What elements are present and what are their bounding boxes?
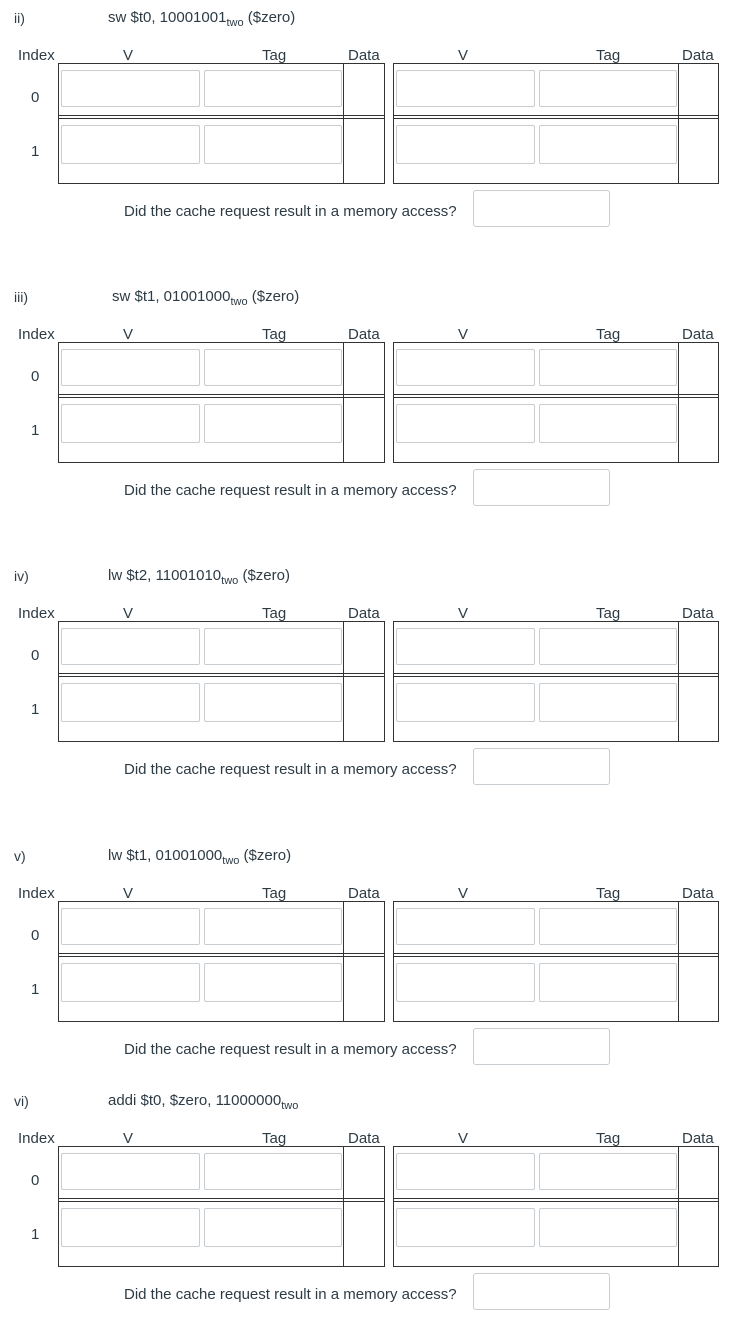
v-input[interactable]	[61, 963, 200, 1002]
index-header: Index	[18, 885, 55, 902]
v-input[interactable]	[61, 1208, 200, 1247]
v-input[interactable]	[396, 349, 535, 386]
v-header: V	[458, 885, 469, 902]
v-input[interactable]	[396, 70, 535, 107]
data-header: Data	[682, 47, 714, 64]
row-index: 1	[31, 143, 40, 160]
v-header: V	[123, 605, 134, 622]
tag-input[interactable]	[204, 404, 342, 443]
data-header: Data	[682, 885, 714, 902]
tag-input[interactable]	[539, 963, 677, 1002]
v-input[interactable]	[61, 125, 200, 164]
v-input[interactable]	[396, 125, 535, 164]
row-index: 1	[31, 1226, 40, 1243]
tag-header: Tag	[262, 1130, 287, 1147]
v-header: V	[458, 605, 469, 622]
tag-input[interactable]	[539, 349, 677, 386]
tag-header: Tag	[262, 885, 287, 902]
tag-header: Tag	[596, 326, 621, 343]
tag-input[interactable]	[204, 963, 342, 1002]
data-header: Data	[348, 47, 380, 64]
v-header: V	[123, 1130, 134, 1147]
v-input[interactable]	[396, 908, 535, 945]
cache-set-right	[393, 901, 719, 1022]
tag-input[interactable]	[204, 1153, 342, 1190]
row-index: 1	[31, 422, 40, 439]
tag-input[interactable]	[204, 683, 342, 722]
tag-input[interactable]	[539, 125, 677, 164]
tag-header: Tag	[596, 885, 621, 902]
memory-access-answer[interactable]	[473, 1273, 610, 1310]
tag-input[interactable]	[539, 404, 677, 443]
v-header: V	[123, 326, 134, 343]
row-index: 0	[31, 647, 40, 664]
cache-set-right	[393, 621, 719, 742]
v-header: V	[458, 326, 469, 343]
cache-set-right	[393, 63, 719, 184]
v-input[interactable]	[61, 349, 200, 386]
instruction: lw $t1, $01001000_{two}$ ($zero)	[108, 847, 292, 867]
row-index: 1	[31, 981, 40, 998]
row-index: 0	[31, 89, 40, 106]
cache-set-left	[58, 621, 385, 742]
v-header: V	[123, 47, 134, 64]
tag-input[interactable]	[539, 1208, 677, 1247]
problem-label: ii)	[14, 10, 25, 26]
v-header: V	[458, 47, 469, 64]
row-index: 1	[31, 701, 40, 718]
tag-input[interactable]	[539, 683, 677, 722]
tag-header: Tag	[262, 605, 287, 622]
v-input[interactable]	[396, 683, 535, 722]
data-header: Data	[348, 1130, 380, 1147]
v-input[interactable]	[61, 683, 200, 722]
index-header: Index	[18, 605, 55, 622]
problem-label: iii)	[14, 289, 28, 305]
tag-input[interactable]	[204, 349, 342, 386]
v-input[interactable]	[61, 628, 200, 665]
tag-header: Tag	[596, 1130, 621, 1147]
data-header: Data	[682, 326, 714, 343]
memory-access-question: Did the cache request result in a memory access?	[124, 203, 457, 220]
memory-access-question: Did the cache request result in a memory access?	[124, 1286, 457, 1303]
cache-set-right	[393, 342, 719, 463]
problem-label: vi)	[14, 1093, 29, 1109]
tag-header: Tag	[596, 605, 621, 622]
index-header: Index	[18, 47, 55, 64]
index-header: Index	[18, 1130, 55, 1147]
v-input[interactable]	[396, 1153, 535, 1190]
memory-access-answer[interactable]	[473, 748, 610, 785]
data-header: Data	[348, 885, 380, 902]
cache-set-right	[393, 1146, 719, 1267]
tag-header: Tag	[262, 47, 287, 64]
data-header: Data	[348, 326, 380, 343]
memory-access-question: Did the cache request result in a memory access?	[124, 1041, 457, 1058]
tag-input[interactable]	[539, 628, 677, 665]
v-input[interactable]	[61, 70, 200, 107]
v-input[interactable]	[396, 404, 535, 443]
row-index: 0	[31, 368, 40, 385]
row-index: 0	[31, 927, 40, 944]
data-header: Data	[682, 605, 714, 622]
tag-input[interactable]	[204, 125, 342, 164]
memory-access-answer[interactable]	[473, 469, 610, 506]
v-input[interactable]	[396, 1208, 535, 1247]
tag-input[interactable]	[204, 1208, 342, 1247]
cache-set-left	[58, 63, 385, 184]
v-input[interactable]	[396, 628, 535, 665]
memory-access-answer[interactable]	[473, 1028, 610, 1065]
problem-label: iv)	[14, 568, 29, 584]
tag-header: Tag	[596, 47, 621, 64]
v-input[interactable]	[61, 908, 200, 945]
tag-input[interactable]	[204, 908, 342, 945]
cache-set-left	[58, 342, 385, 463]
tag-input[interactable]	[204, 628, 342, 665]
tag-header: Tag	[262, 326, 287, 343]
row-index: 0	[31, 1172, 40, 1189]
instruction: lw $t2, $11001010_{two}$ ($zero)	[108, 567, 290, 587]
instruction: addi $t0, $zero, $11000000_{two}$	[108, 1092, 299, 1112]
memory-access-question: Did the cache request result in a memory access?	[124, 482, 457, 499]
v-input[interactable]	[61, 404, 200, 443]
v-input[interactable]	[396, 963, 535, 1002]
tag-input[interactable]	[539, 908, 677, 945]
tag-input[interactable]	[539, 70, 677, 107]
data-header: Data	[682, 1130, 714, 1147]
instruction: sw $t1, $01001000_{two}$ ($zero)	[112, 288, 300, 308]
tag-input[interactable]	[539, 1153, 677, 1190]
cache-set-left	[58, 901, 385, 1022]
data-header: Data	[348, 605, 380, 622]
memory-access-answer[interactable]	[473, 190, 610, 227]
v-input[interactable]	[61, 1153, 200, 1190]
v-header: V	[458, 1130, 469, 1147]
problem-label: v)	[14, 848, 26, 864]
index-header: Index	[18, 326, 55, 343]
cache-set-left	[58, 1146, 385, 1267]
memory-access-question: Did the cache request result in a memory access?	[124, 761, 457, 778]
v-header: V	[123, 885, 134, 902]
tag-input[interactable]	[204, 70, 342, 107]
instruction: sw $t0, $10001001_{two}$ ($zero)	[108, 9, 296, 29]
